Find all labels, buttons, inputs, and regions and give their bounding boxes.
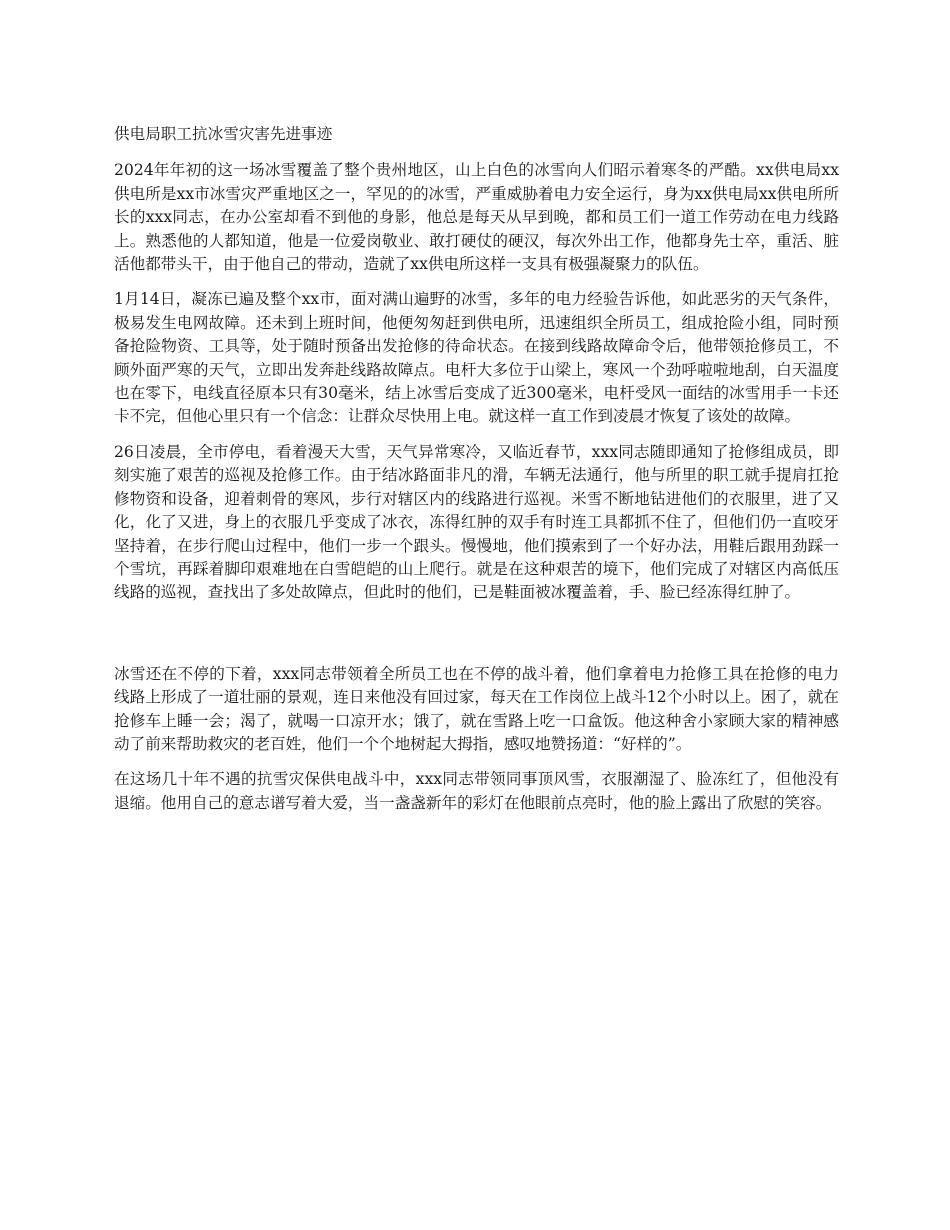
paragraph-intro: 2024年年初的这一场冰雪覆盖了整个贵州地区，山上白色的冰雪向人们昭示着寒冬的严酷。xx供电局xx供电所是xx市冰雪灾严重地区之一，罕见的的冰雪，严重威胁着电力安全运行，身为xx供电局xx供电所所长的xxx同志，在办公室却看不到他的身影，他总是每天从早到晚，都和员工们一道工作劳动在电力线路上。熟悉他的人都知道，他是一位爱岗敬业、敢打硬仗的硬汉，每次外出工作，他都身先士卒，重活、脏活他都带头干，由于他自己的带动，造就了xx供电所这样一支具有极强凝聚力的队伍。 [114,161,839,274]
paragraph-jan-14: 1月14日，凝冻已遍及整个xx市，面对满山遍野的冰雪，多年的电力经验告诉他，如此恶劣的天气条件，极易发生电网故障。还未到上班时间，他便匆匆赶到供电所，迅速组织全所员工，组成抢险小组，同时预备抢险物资、工具等，处于随时预备出发抢修的待命状态。在接到线路故障命令后，他带领抢修员工，不顾外面严寒的天气，立即出发奔赴线路故障点。电杆大多位于山梁上，寒风一个劲呼啦啦地刮，白天温度也在零下，电线直径原本只有30毫米，结上冰雪后变成了近300毫米，电杆受风一面结的冰雪用手一卡还卡不完，但他心里只有一个信念：让群众尽快用上电。就这样一直工作到凌晨才恢复了该处的故障。 [114,290,839,426]
paragraph-spacer [114,617,839,663]
document-body [114,123,839,827]
paragraph-still-snowing: 冰雪还在不停的下着，xxx同志带领着全所员工也在不停的战斗着，他们拿着电力抢修工具在抢修的电力线路上形成了一道壮丽的景观，连日来他没有回过家，每天在工作岗位上战斗12个小时以上。困了，就在抢修车上睡一会；渴了，就喝一口凉开水；饿了，就在雪路上吃一口盒饭。他这种舍小家顾大家的精神感动了前来帮助救灾的老百姓，他们一个个地树起大拇指，感叹地赞扬道：“好样的”。 [114,664,839,753]
document-title: 供电局职工抗冰雪灾害先进事迹 [114,125,333,143]
paragraph-26th: 26日凌晨，全市停电，看着漫天大雪，天气异常寒冷，又临近春节，xxx同志随即通知了抢修组成员，即刻实施了艰苦的巡视及抢修工作。由于结冰路面非凡的滑，车辆无法通行，他与所里的职工就手提肩扛抢修物资和设备，迎着刺骨的寒风，步行对辖区内的线路进行巡视。米雪不断地钻进他们的衣服里，进了又化，化了又进，身上的衣服几乎变成了冰衣，冻得红肿的双手有时连工具都抓不住了，但他们仍一直咬牙坚持着，在步行爬山过程中，他们一步一个跟头。慢慢地，他们摸索到了一个好办法，用鞋后跟用劲踩一个雪坑，再踩着脚印艰难地在白雪皑皑的山上爬行。就是在这种艰苦的境下，他们完成了对辖区内高低压线路的巡视，查找出了多处故障点，但此时的他们，已是鞋面被冰覆盖着，手、脸已经冻得红肿了。 [114,442,839,602]
paragraph-conclusion: 在这场几十年不遇的抗雪灾保供电战斗中，xxx同志带领同事顶风雪，衣服潮湿了、脸冻红了，但他没有退缩。他用自己的意志谱写着大爱，当一盏盏新年的彩灯在他眼前点亮时，他的脸上露出了欣慰的笑容。 [114,770,839,812]
